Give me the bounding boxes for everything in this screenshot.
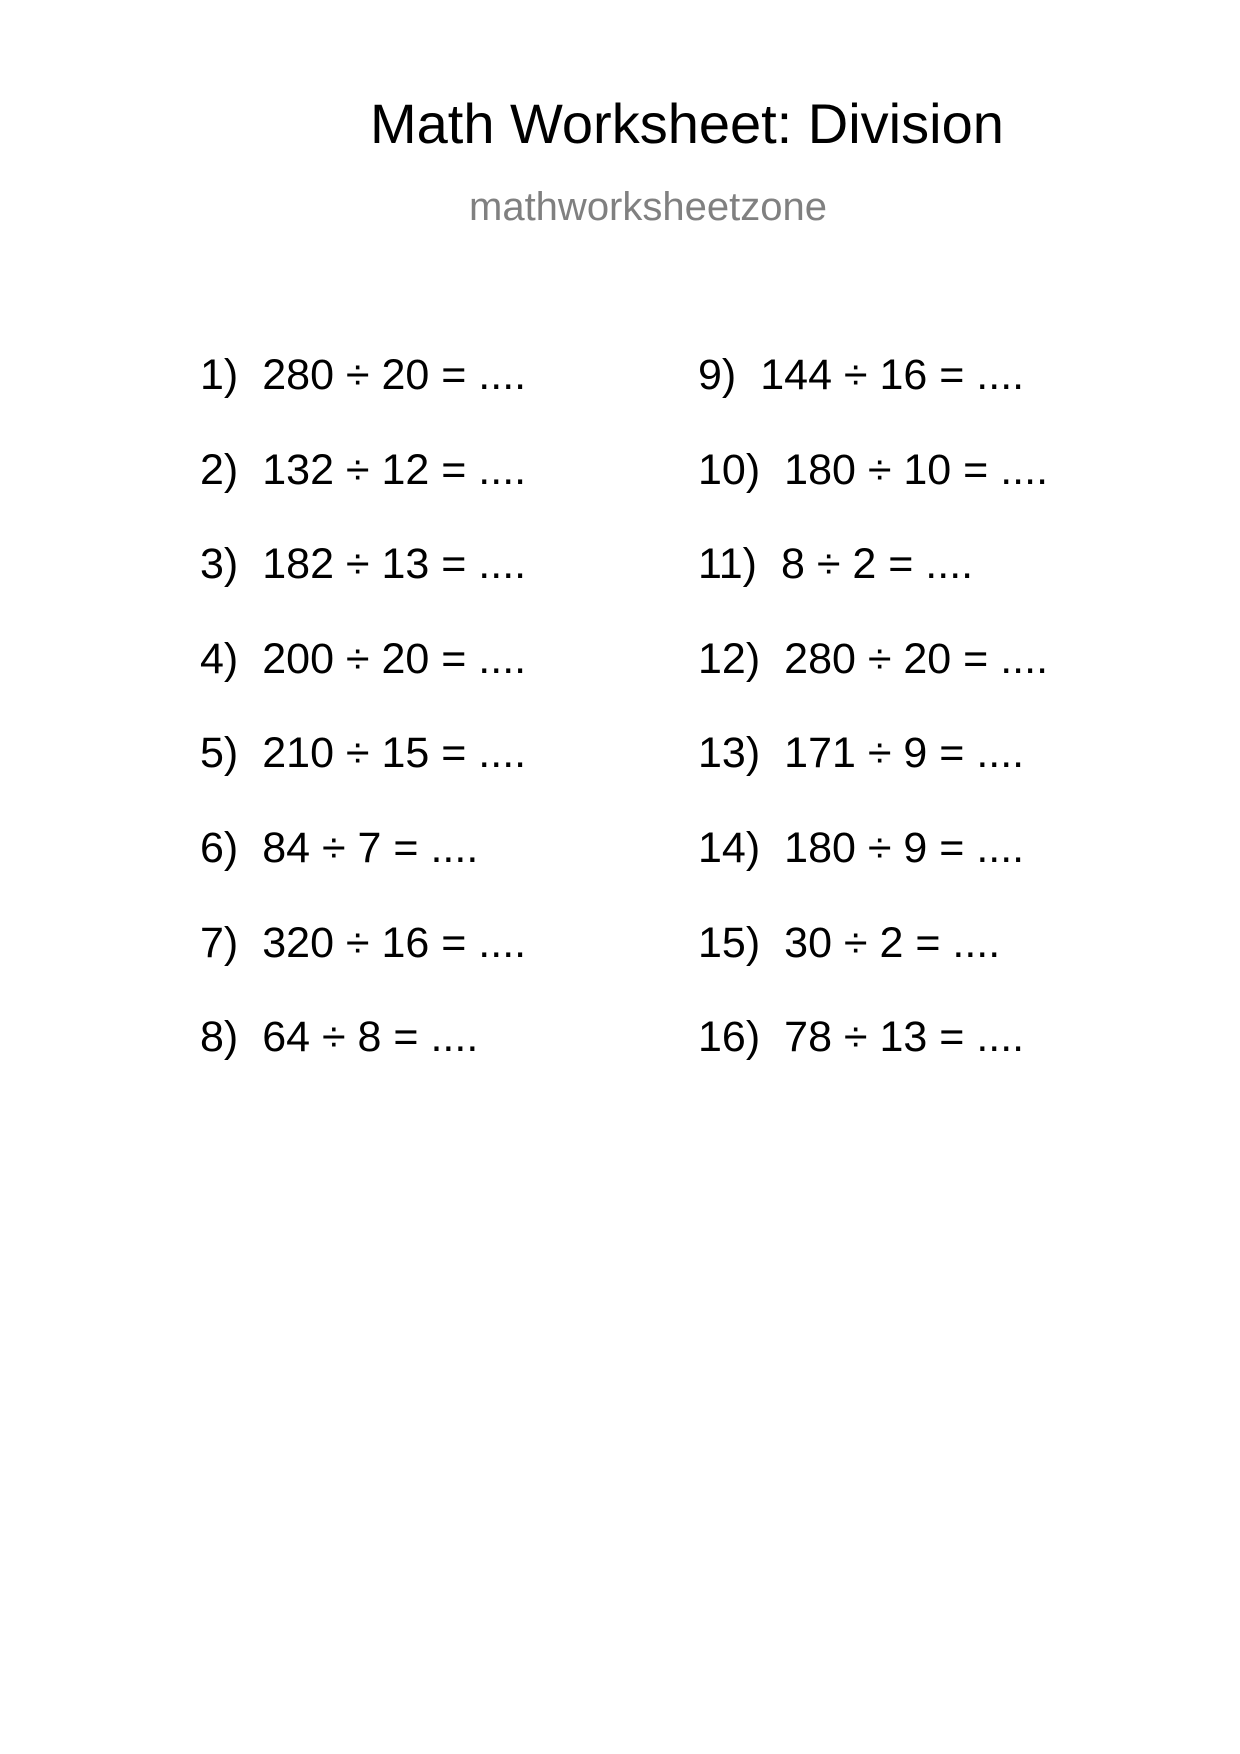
problem-item <box>200 445 527 544</box>
problem-item <box>698 540 1048 638</box>
problem-item <box>698 351 1048 449</box>
problem-number: 8) <box>200 1013 239 1062</box>
problem-number: 4) <box>200 634 239 683</box>
problem-number: 5) <box>200 729 239 778</box>
problem-expression: 180 ÷ 9 = .... <box>784 823 1025 872</box>
problem-number: 16) <box>698 1013 761 1062</box>
problem-item <box>698 729 1048 827</box>
problem-expression: 210 ÷ 15 = .... <box>262 729 527 778</box>
problem-item <box>200 823 526 922</box>
problem-item <box>200 634 527 733</box>
problem-expression: 64 ÷ 8 = .... <box>262 1013 479 1062</box>
problem-number: 3) <box>200 540 239 589</box>
page-title: Math Worksheet: Division <box>370 92 1004 155</box>
site-name: mathworksheetzone <box>469 185 827 229</box>
problem-expression: 200 ÷ 20 = .... <box>262 634 527 683</box>
problem-number: 6) <box>200 823 239 872</box>
problem-expression: 171 ÷ 9 = .... <box>784 729 1025 778</box>
problem-item <box>200 540 527 638</box>
problem-expression: 144 ÷ 16 = .... <box>760 351 1025 399</box>
problem-expression: 180 ÷ 10 = .... <box>784 445 1049 494</box>
problem-expression: 84 ÷ 7 = .... <box>262 823 479 872</box>
problem-expression: 280 ÷ 20 = .... <box>784 634 1049 683</box>
problem-item <box>698 823 1048 922</box>
problem-item <box>698 445 1049 544</box>
problem-item <box>698 918 1048 1017</box>
problem-item <box>200 1013 526 1111</box>
problem-item <box>698 634 1049 733</box>
problem-item <box>200 918 527 1017</box>
problem-number: 15) <box>698 918 761 967</box>
problem-column-left <box>200 351 527 1111</box>
problem-expression: 30 ÷ 2 = .... <box>784 918 1001 967</box>
problem-column-right <box>698 351 1049 1111</box>
problem-item <box>200 729 527 827</box>
problem-number: 14) <box>698 823 761 872</box>
problem-expression: 280 ÷ 20 = .... <box>262 351 527 399</box>
problem-number: 11) <box>698 540 757 589</box>
problem-item <box>698 1013 1048 1111</box>
problem-number: 12) <box>698 634 761 683</box>
problem-expression: 132 ÷ 12 = .... <box>262 445 527 494</box>
problem-number: 2) <box>200 445 239 494</box>
problem-number: 1) <box>200 351 239 399</box>
problem-expression: 8 ÷ 2 = .... <box>780 540 974 589</box>
problem-number: 13) <box>698 729 761 778</box>
problem-number: 10) <box>698 445 761 494</box>
problem-item <box>200 351 527 449</box>
problem-number: 7) <box>200 918 239 967</box>
problem-expression: 78 ÷ 13 = .... <box>784 1013 1025 1062</box>
problem-number: 9) <box>698 351 737 399</box>
problem-expression: 182 ÷ 13 = .... <box>262 540 527 589</box>
problem-expression: 320 ÷ 16 = .... <box>262 918 527 967</box>
